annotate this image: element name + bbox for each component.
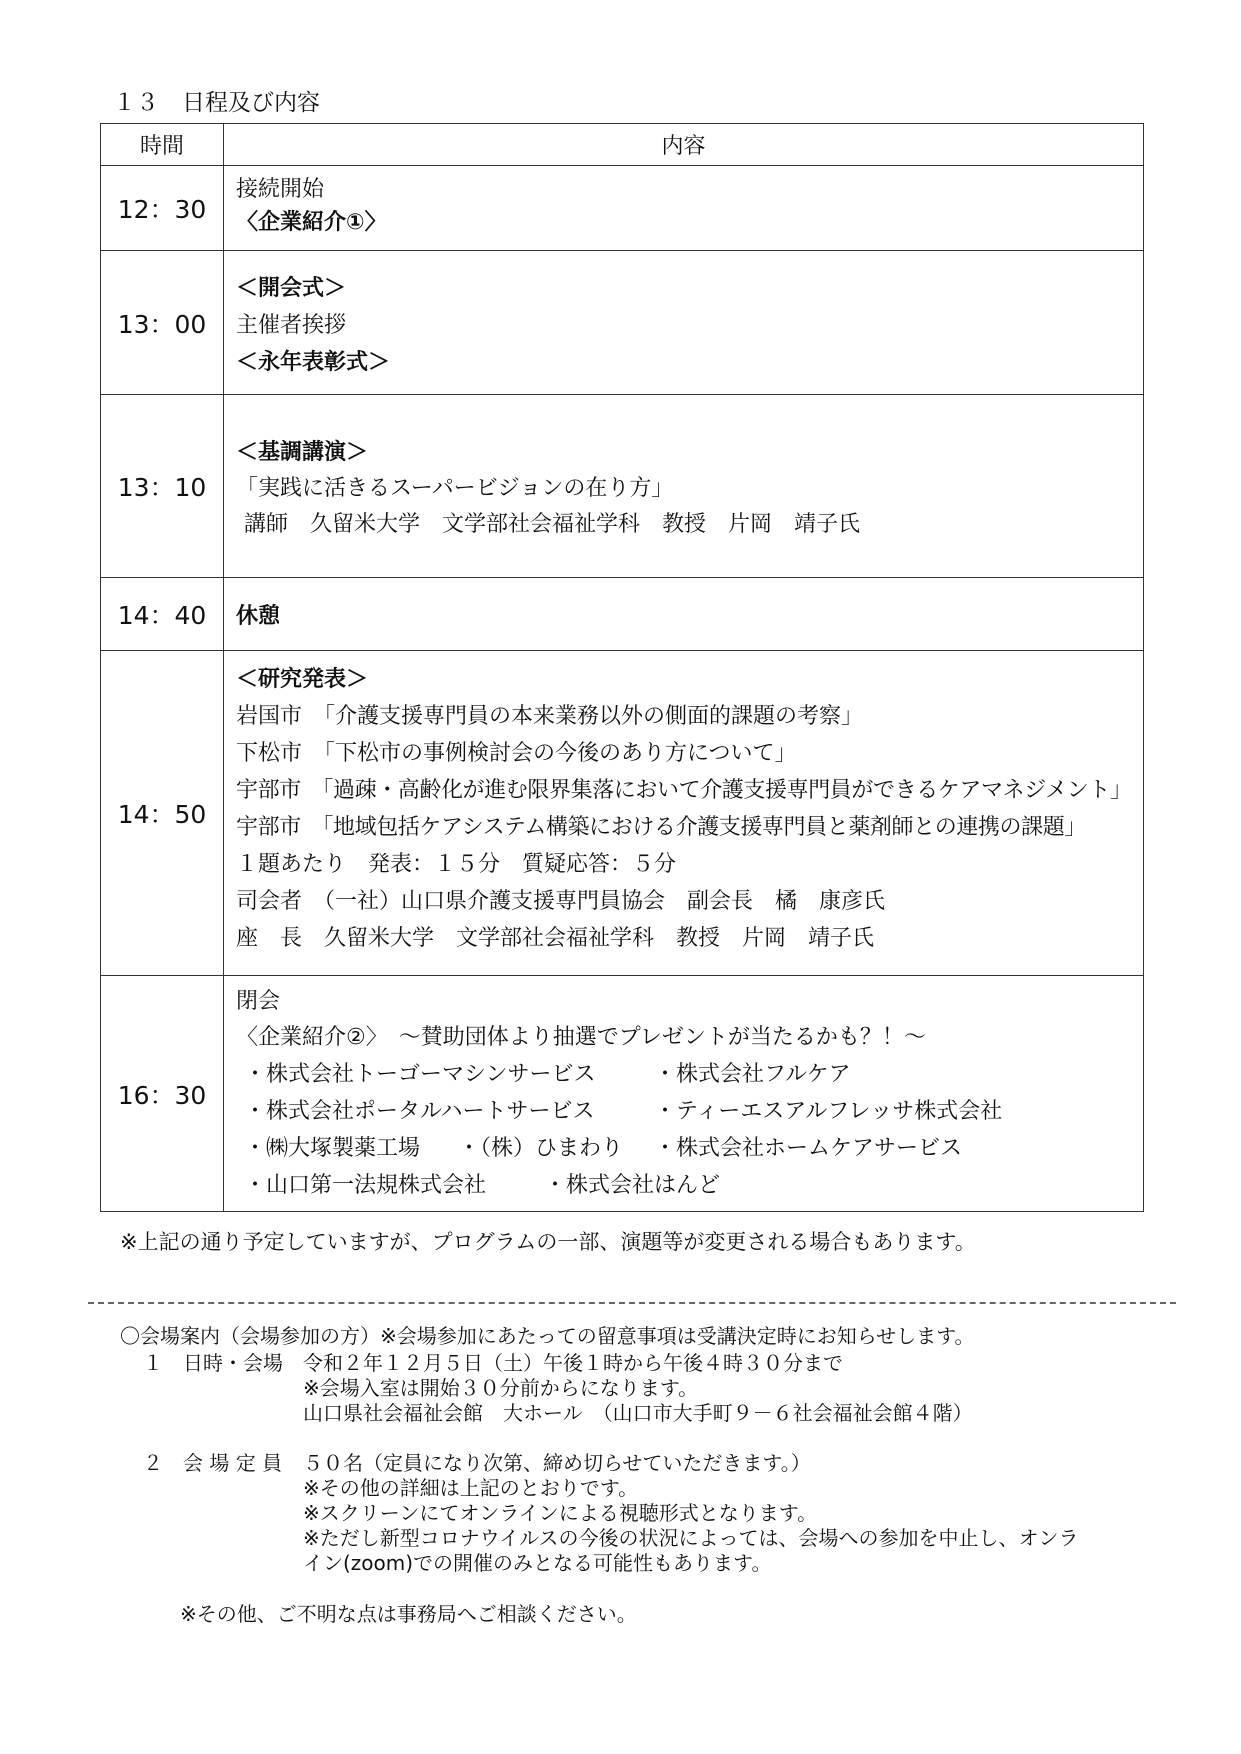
section-title: １３ 日程及び内容 — [113, 90, 320, 116]
row-time: 14：40 — [101, 578, 224, 651]
venue-item1-line1: 令和２年１２月５日（土）午後１時から午後４時３０分まで — [303, 1351, 843, 1375]
dashed-divider — [88, 1302, 1176, 1304]
table-header-row — [101, 124, 1144, 166]
row-content — [224, 578, 1144, 651]
row-time: 12：30 — [101, 166, 224, 251]
header-time: 時間 — [101, 124, 224, 166]
venue-item2-line2: ※その他の詳細は上記のとおりです。 — [303, 1476, 639, 1500]
content-line: 宇部市 「過疎・高齢化が進む限界集落において介護支援専門員ができるケアマネジメント」 — [236, 778, 1132, 803]
table-row — [101, 395, 1144, 578]
org-row — [236, 1167, 1142, 1204]
row-time: 13：10 — [101, 395, 224, 578]
row-content — [224, 251, 1144, 395]
org-row — [236, 1130, 1142, 1167]
content-line: 主催者挨拶 — [236, 313, 347, 338]
content-line: ＜基調講演＞ — [236, 440, 369, 465]
table-row — [101, 251, 1144, 395]
row-content — [224, 651, 1144, 976]
content-line: 司会者 （一社）山口県介護支援専門員協会 副会長 橘 康彦氏 — [236, 889, 886, 914]
row-time: 14：50 — [101, 651, 224, 976]
org-row — [236, 1056, 1142, 1093]
row-content — [224, 395, 1144, 578]
table-row — [101, 651, 1144, 976]
org-item: ・株式会社ポータルハートサービス — [244, 1099, 595, 1124]
venue-item1-line2: ※会場入室は開始３０分前からになります。 — [303, 1376, 699, 1400]
content-line: 岩国市 「介護支援専門員の本来業務以外の側面的課題の考察」 — [236, 704, 864, 729]
content-line: 講師 久留米大学 文学部社会福祉学科 教授 片岡 靖子氏 — [244, 512, 861, 537]
content-line: １題あたり 発表：１５分 質疑応答：５分 — [236, 852, 677, 877]
org-item: ・株式会社トーゴーマシンサービス — [244, 1062, 596, 1087]
table-row — [101, 166, 1144, 251]
org-row — [236, 1093, 1142, 1130]
content-line: ＜研究発表＞ — [236, 667, 369, 692]
org-item: ・株式会社はんど — [544, 1173, 721, 1198]
content-line: 接続開始 — [236, 177, 325, 202]
venue-item2-line1: ５０名（定員になり次第、締め切らせていただきます。） — [303, 1451, 811, 1475]
org-item: ・（株）ひまわり — [458, 1136, 624, 1161]
content-line: 休憩 — [236, 603, 281, 629]
header-content: 内容 — [224, 124, 1144, 166]
venue-item2-line5: イン(zoom)での開催のみとなる可能性もあります。 — [303, 1551, 772, 1575]
org-item: ・山口第一法規株式会社 — [244, 1173, 487, 1198]
content-line: 座 長 久留米大学 文学部社会福祉学科 教授 片岡 靖子氏 — [236, 926, 875, 951]
table-note: ※上記の通り予定していますが、プログラムの一部、演題等が変更される場合もあります。 — [120, 1230, 976, 1254]
row-time: 16：30 — [101, 976, 224, 1212]
venue-item2-line4: ※ただし新型コロナウイルスの今後の状況によっては、会場への参加を中止し、オンラ — [303, 1526, 1079, 1550]
venue-footer: ※その他、ご不明な点は事務局へご相談ください。 — [180, 1602, 637, 1626]
content-line: ＜開会式＞ — [236, 276, 347, 301]
content-line: 「実践に活きるスーパービジョンの在り方」 — [236, 476, 674, 501]
table-row — [101, 976, 1144, 1212]
schedule-table — [100, 123, 1144, 1212]
table-row — [101, 578, 1144, 651]
org-item: ・株式会社フルケア — [654, 1062, 851, 1087]
venue-heading: 〇会場案内（会場参加の方）※会場参加にあたっての留意事項は受講決定時にお知らせします。 — [120, 1324, 975, 1348]
venue-item1-line3: 山口県社会福祉会館 大ホール （山口市大手町９－６社会福祉会館４階） — [303, 1401, 973, 1425]
content-line: 下松市 「下松市の事例検討会の今後のあり方について」 — [236, 741, 797, 766]
org-item: ・株式会社ホームケアサービス — [654, 1136, 963, 1161]
row-content — [224, 976, 1144, 1212]
content-line: 〈企業紹介①〉 — [236, 210, 387, 235]
content-line: 宇部市 「地域包括ケアシステム構築における介護支援専門員と薬剤師との連携の課題」 — [236, 815, 1086, 840]
venue-item2-label: ２ 会 場 定 員 — [143, 1451, 283, 1475]
row-content — [224, 166, 1144, 251]
venue-item2-line3: ※スクリーンにてオンラインによる視聴形式となります。 — [303, 1501, 818, 1525]
content-line: 閉会 — [236, 989, 281, 1014]
org-item: ・㈱大塚製薬工場 — [244, 1136, 421, 1161]
venue-item1-label: １ 日時・会場 — [143, 1351, 283, 1375]
content-line: ＜永年表彰式＞ — [236, 350, 391, 375]
org-item: ・ティーエスアルフレッサ株式会社 — [654, 1099, 1003, 1124]
content-line: 〈企業紹介②〉 ～賛助団体より抽選でプレゼントが当たるかも？！～ — [236, 1025, 926, 1050]
row-time: 13：00 — [101, 251, 224, 395]
